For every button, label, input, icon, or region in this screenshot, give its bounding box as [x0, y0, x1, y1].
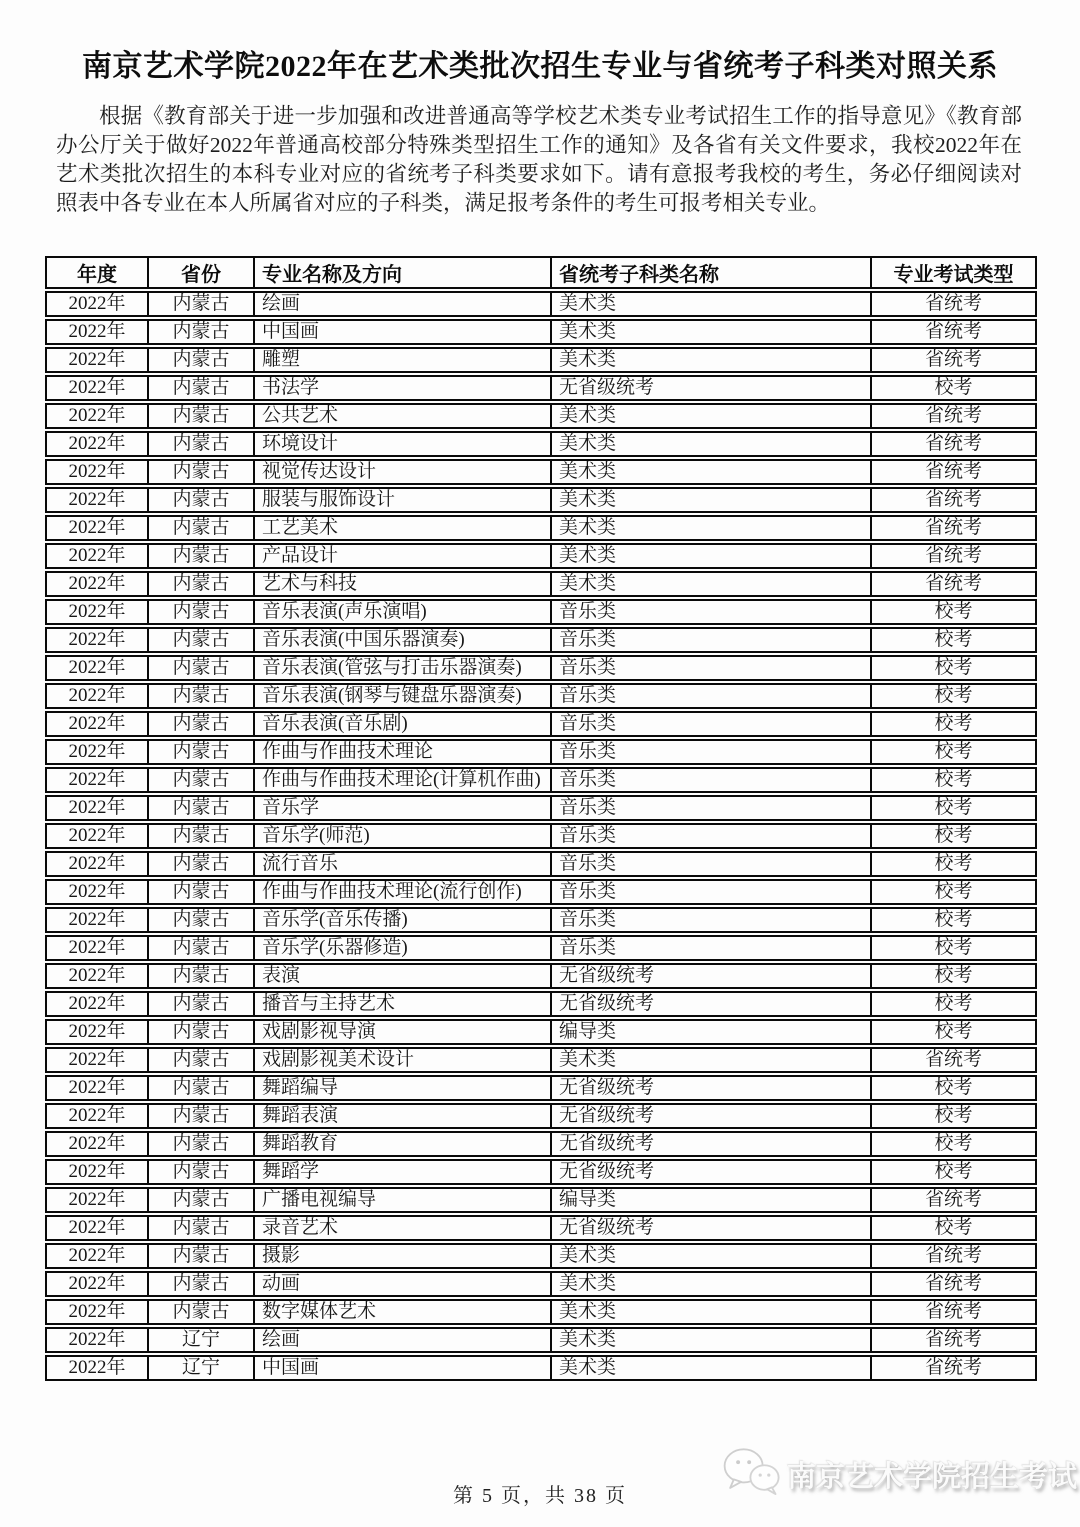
cell-subcategory: 无省级统考 — [550, 963, 870, 989]
table-row — [45, 1131, 1037, 1157]
cell-exam-type: 省统考 — [870, 1355, 1037, 1381]
cell-major: 播音与主持艺术 — [253, 991, 550, 1017]
header-province: 省份 — [147, 256, 253, 289]
cell-exam-type: 校考 — [870, 991, 1037, 1017]
cell-exam-type: 省统考 — [870, 543, 1037, 569]
cell-year: 2022年 — [45, 851, 147, 877]
cell-subcategory: 音乐类 — [550, 711, 870, 737]
cell-province: 内蒙古 — [147, 795, 253, 821]
cell-subcategory: 美术类 — [550, 431, 870, 457]
cell-province: 内蒙古 — [147, 487, 253, 513]
cell-province: 内蒙古 — [147, 543, 253, 569]
cell-subcategory: 美术类 — [550, 291, 870, 317]
cell-exam-type: 省统考 — [870, 291, 1037, 317]
cell-province: 内蒙古 — [147, 1103, 253, 1129]
cell-exam-type: 校考 — [870, 1019, 1037, 1045]
cell-major: 舞蹈学 — [253, 1159, 550, 1185]
cell-subcategory: 美术类 — [550, 403, 870, 429]
cell-subcategory: 无省级统考 — [550, 1075, 870, 1101]
cell-year: 2022年 — [45, 571, 147, 597]
cell-year: 2022年 — [45, 291, 147, 317]
table-row — [45, 1271, 1037, 1297]
cell-province: 内蒙古 — [147, 347, 253, 373]
cell-major: 艺术与科技 — [253, 571, 550, 597]
cell-year: 2022年 — [45, 1131, 147, 1157]
table-row — [45, 991, 1037, 1017]
cell-major: 音乐学(音乐传播) — [253, 907, 550, 933]
cell-major: 公共艺术 — [253, 403, 550, 429]
cell-exam-type: 校考 — [870, 599, 1037, 625]
cell-major: 摄影 — [253, 1243, 550, 1269]
cell-year: 2022年 — [45, 795, 147, 821]
cell-major: 音乐学(师范) — [253, 823, 550, 849]
table-row — [45, 291, 1037, 317]
cell-year: 2022年 — [45, 431, 147, 457]
table-row — [45, 767, 1037, 793]
cell-exam-type: 校考 — [870, 963, 1037, 989]
majors-subcategory-table — [45, 254, 1037, 1383]
cell-year: 2022年 — [45, 767, 147, 793]
table-body — [45, 291, 1037, 1381]
cell-province: 内蒙古 — [147, 291, 253, 317]
cell-province: 内蒙古 — [147, 683, 253, 709]
cell-province: 内蒙古 — [147, 515, 253, 541]
cell-year: 2022年 — [45, 711, 147, 737]
cell-subcategory: 无省级统考 — [550, 375, 870, 401]
cell-year: 2022年 — [45, 1243, 147, 1269]
cell-major: 绘画 — [253, 1327, 550, 1353]
cell-province: 内蒙古 — [147, 711, 253, 737]
cell-province: 内蒙古 — [147, 655, 253, 681]
cell-exam-type: 省统考 — [870, 1271, 1037, 1297]
cell-province: 内蒙古 — [147, 1131, 253, 1157]
cell-subcategory: 无省级统考 — [550, 991, 870, 1017]
cell-province: 内蒙古 — [147, 1271, 253, 1297]
cell-major: 舞蹈教育 — [253, 1131, 550, 1157]
cell-year: 2022年 — [45, 347, 147, 373]
cell-major: 表演 — [253, 963, 550, 989]
table-row — [45, 823, 1037, 849]
cell-subcategory: 美术类 — [550, 1271, 870, 1297]
cell-province: 内蒙古 — [147, 375, 253, 401]
table-row — [45, 851, 1037, 877]
table-row — [45, 1103, 1037, 1129]
cell-subcategory: 音乐类 — [550, 767, 870, 793]
cell-province: 辽宁 — [147, 1355, 253, 1381]
cell-year: 2022年 — [45, 487, 147, 513]
cell-exam-type: 校考 — [870, 1075, 1037, 1101]
cell-exam-type: 校考 — [870, 1215, 1037, 1241]
cell-subcategory: 美术类 — [550, 487, 870, 513]
cell-year: 2022年 — [45, 543, 147, 569]
cell-exam-type: 省统考 — [870, 1327, 1037, 1353]
table-row — [45, 1047, 1037, 1073]
cell-subcategory: 音乐类 — [550, 655, 870, 681]
cell-major: 音乐表演(音乐剧) — [253, 711, 550, 737]
cell-exam-type: 省统考 — [870, 431, 1037, 457]
cell-province: 内蒙古 — [147, 1187, 253, 1213]
cell-major: 工艺美术 — [253, 515, 550, 541]
cell-major: 音乐表演(声乐演唱) — [253, 599, 550, 625]
cell-exam-type: 省统考 — [870, 403, 1037, 429]
cell-year: 2022年 — [45, 599, 147, 625]
cell-exam-type: 校考 — [870, 767, 1037, 793]
table-row — [45, 487, 1037, 513]
table-row — [45, 347, 1037, 373]
cell-subcategory: 美术类 — [550, 347, 870, 373]
cell-major: 作曲与作曲技术理论 — [253, 739, 550, 765]
cell-province: 内蒙古 — [147, 1047, 253, 1073]
cell-province: 内蒙古 — [147, 935, 253, 961]
cell-exam-type: 校考 — [870, 683, 1037, 709]
cell-subcategory: 美术类 — [550, 1047, 870, 1073]
table-row — [45, 1327, 1037, 1353]
cell-year: 2022年 — [45, 1187, 147, 1213]
table-row — [45, 711, 1037, 737]
cell-exam-type: 校考 — [870, 879, 1037, 905]
cell-major: 音乐表演(管弦与打击乐器演奏) — [253, 655, 550, 681]
cell-exam-type: 校考 — [870, 907, 1037, 933]
table-row — [45, 1243, 1037, 1269]
cell-major: 服装与服饰设计 — [253, 487, 550, 513]
cell-major: 戏剧影视导演 — [253, 1019, 550, 1045]
table-header — [45, 256, 1037, 289]
cell-subcategory: 音乐类 — [550, 879, 870, 905]
table-row — [45, 319, 1037, 345]
table-row — [45, 1019, 1037, 1045]
cell-major: 音乐表演(中国乐器演奏) — [253, 627, 550, 653]
cell-major: 音乐表演(钢琴与键盘乐器演奏) — [253, 683, 550, 709]
cell-exam-type: 省统考 — [870, 347, 1037, 373]
cell-exam-type: 校考 — [870, 739, 1037, 765]
cell-province: 内蒙古 — [147, 1159, 253, 1185]
cell-year: 2022年 — [45, 515, 147, 541]
cell-year: 2022年 — [45, 655, 147, 681]
cell-subcategory: 无省级统考 — [550, 1103, 870, 1129]
cell-major: 中国画 — [253, 319, 550, 345]
header-major: 专业名称及方向 — [253, 256, 550, 289]
page-title: 南京艺术学院2022年在艺术类批次招生专业与省统考子科类对照关系 — [82, 50, 998, 83]
watermark — [720, 1445, 1077, 1504]
cell-province: 内蒙古 — [147, 403, 253, 429]
wechat-icon — [720, 1445, 782, 1504]
cell-year: 2022年 — [45, 459, 147, 485]
cell-subcategory: 无省级统考 — [550, 1159, 870, 1185]
cell-province: 内蒙古 — [147, 963, 253, 989]
cell-subcategory: 美术类 — [550, 1299, 870, 1325]
cell-year: 2022年 — [45, 1103, 147, 1129]
cell-major: 产品设计 — [253, 543, 550, 569]
table-header-row — [45, 256, 1037, 289]
cell-exam-type: 校考 — [870, 935, 1037, 961]
table-row — [45, 655, 1037, 681]
cell-subcategory: 编导类 — [550, 1019, 870, 1045]
cell-year: 2022年 — [45, 403, 147, 429]
cell-exam-type: 省统考 — [870, 487, 1037, 513]
cell-exam-type: 校考 — [870, 375, 1037, 401]
watermark-text: 南京艺术学院招生考试 — [787, 1461, 1078, 1493]
cell-major: 动画 — [253, 1271, 550, 1297]
cell-subcategory: 音乐类 — [550, 599, 870, 625]
table-row — [45, 879, 1037, 905]
page-number: 第 5 页，共 38 页 — [453, 1485, 627, 1507]
cell-subcategory: 美术类 — [550, 571, 870, 597]
cell-subcategory: 音乐类 — [550, 795, 870, 821]
cell-subcategory: 编导类 — [550, 1187, 870, 1213]
cell-year: 2022年 — [45, 823, 147, 849]
header-exam-type: 专业考试类型 — [870, 256, 1037, 289]
cell-major: 舞蹈编导 — [253, 1075, 550, 1101]
cell-subcategory: 无省级统考 — [550, 1215, 870, 1241]
cell-exam-type: 校考 — [870, 1103, 1037, 1129]
table-row — [45, 515, 1037, 541]
table-row — [45, 1075, 1037, 1101]
cell-province: 内蒙古 — [147, 1019, 253, 1045]
cell-province: 内蒙古 — [147, 823, 253, 849]
cell-subcategory: 音乐类 — [550, 683, 870, 709]
cell-year: 2022年 — [45, 1327, 147, 1353]
cell-exam-type: 省统考 — [870, 319, 1037, 345]
table-row — [45, 543, 1037, 569]
cell-province: 内蒙古 — [147, 879, 253, 905]
cell-province: 内蒙古 — [147, 767, 253, 793]
table-row — [45, 571, 1037, 597]
cell-exam-type: 省统考 — [870, 1299, 1037, 1325]
cell-major: 作曲与作曲技术理论(流行创作) — [253, 879, 550, 905]
cell-province: 内蒙古 — [147, 319, 253, 345]
table-row — [45, 459, 1037, 485]
cell-major: 舞蹈表演 — [253, 1103, 550, 1129]
cell-province: 内蒙古 — [147, 599, 253, 625]
table-row — [45, 1159, 1037, 1185]
cell-major: 中国画 — [253, 1355, 550, 1381]
cell-subcategory: 美术类 — [550, 1355, 870, 1381]
cell-province: 内蒙古 — [147, 991, 253, 1017]
table-row — [45, 963, 1037, 989]
cell-exam-type: 校考 — [870, 1131, 1037, 1157]
cell-exam-type: 校考 — [870, 655, 1037, 681]
table-row — [45, 599, 1037, 625]
intro-paragraph: 根据《教育部关于进一步加强和改进普通高等学校艺术类专业考试招生工作的指导意见》《教育部办公厅关于做好2022年普通高校部分特殊类型招生工作的通知》及各省有关文件要求，我校2022年在艺术类批次招生的本科专业对应的省统考子科类要求如下。请有意报考我校的考生，务必仔细阅读对照表中各专业在本人所属省对应的子科类，满足报考条件的考生可报考相关专业。 — [56, 104, 1022, 215]
cell-province: 内蒙古 — [147, 1215, 253, 1241]
table-row — [45, 1355, 1037, 1381]
cell-subcategory: 美术类 — [550, 543, 870, 569]
header-subcategory: 省统考子科类名称 — [550, 256, 870, 289]
cell-province: 内蒙古 — [147, 431, 253, 457]
cell-year: 2022年 — [45, 991, 147, 1017]
cell-major: 作曲与作曲技术理论(计算机作曲) — [253, 767, 550, 793]
table-row — [45, 627, 1037, 653]
cell-exam-type: 省统考 — [870, 515, 1037, 541]
cell-year: 2022年 — [45, 627, 147, 653]
cell-province: 内蒙古 — [147, 627, 253, 653]
table-row — [45, 1215, 1037, 1241]
table-row — [45, 683, 1037, 709]
cell-year: 2022年 — [45, 1299, 147, 1325]
cell-year: 2022年 — [45, 683, 147, 709]
cell-exam-type: 校考 — [870, 711, 1037, 737]
cell-exam-type: 省统考 — [870, 571, 1037, 597]
cell-exam-type: 省统考 — [870, 1187, 1037, 1213]
cell-major: 环境设计 — [253, 431, 550, 457]
cell-year: 2022年 — [45, 963, 147, 989]
table-row — [45, 907, 1037, 933]
cell-year: 2022年 — [45, 1355, 147, 1381]
cell-year: 2022年 — [45, 1271, 147, 1297]
table-row — [45, 403, 1037, 429]
cell-year: 2022年 — [45, 1075, 147, 1101]
cell-major: 戏剧影视美术设计 — [253, 1047, 550, 1073]
cell-subcategory: 音乐类 — [550, 739, 870, 765]
table-row — [45, 739, 1037, 765]
cell-exam-type: 省统考 — [870, 1047, 1037, 1073]
cell-major: 广播电视编导 — [253, 1187, 550, 1213]
cell-province: 内蒙古 — [147, 1075, 253, 1101]
cell-province: 辽宁 — [147, 1327, 253, 1353]
cell-exam-type: 校考 — [870, 851, 1037, 877]
cell-major: 音乐学(乐器修造) — [253, 935, 550, 961]
cell-major: 绘画 — [253, 291, 550, 317]
table-row — [45, 1299, 1037, 1325]
cell-year: 2022年 — [45, 1215, 147, 1241]
cell-year: 2022年 — [45, 1159, 147, 1185]
cell-year: 2022年 — [45, 879, 147, 905]
cell-year: 2022年 — [45, 375, 147, 401]
cell-province: 内蒙古 — [147, 739, 253, 765]
cell-year: 2022年 — [45, 1019, 147, 1045]
cell-province: 内蒙古 — [147, 1299, 253, 1325]
cell-subcategory: 音乐类 — [550, 627, 870, 653]
cell-major: 流行音乐 — [253, 851, 550, 877]
cell-province: 内蒙古 — [147, 907, 253, 933]
cell-subcategory: 音乐类 — [550, 907, 870, 933]
cell-major: 雕塑 — [253, 347, 550, 373]
cell-subcategory: 美术类 — [550, 459, 870, 485]
table-row — [45, 1187, 1037, 1213]
cell-year: 2022年 — [45, 907, 147, 933]
cell-major: 录音艺术 — [253, 1215, 550, 1241]
cell-subcategory: 无省级统考 — [550, 1131, 870, 1157]
cell-subcategory: 美术类 — [550, 319, 870, 345]
cell-exam-type: 省统考 — [870, 459, 1037, 485]
cell-subcategory: 美术类 — [550, 515, 870, 541]
header-year: 年度 — [45, 256, 147, 289]
cell-exam-type: 校考 — [870, 823, 1037, 849]
cell-subcategory: 美术类 — [550, 1243, 870, 1269]
cell-subcategory: 音乐类 — [550, 823, 870, 849]
cell-province: 内蒙古 — [147, 1243, 253, 1269]
cell-exam-type: 省统考 — [870, 1243, 1037, 1269]
cell-year: 2022年 — [45, 739, 147, 765]
cell-exam-type: 校考 — [870, 1159, 1037, 1185]
cell-major: 音乐学 — [253, 795, 550, 821]
table-row — [45, 795, 1037, 821]
cell-major: 数字媒体艺术 — [253, 1299, 550, 1325]
cell-major: 视觉传达设计 — [253, 459, 550, 485]
cell-subcategory: 音乐类 — [550, 935, 870, 961]
cell-province: 内蒙古 — [147, 459, 253, 485]
cell-major: 书法学 — [253, 375, 550, 401]
cell-subcategory: 音乐类 — [550, 851, 870, 877]
cell-year: 2022年 — [45, 1047, 147, 1073]
table-row — [45, 431, 1037, 457]
table-row — [45, 935, 1037, 961]
cell-subcategory: 美术类 — [550, 1327, 870, 1353]
cell-province: 内蒙古 — [147, 851, 253, 877]
cell-province: 内蒙古 — [147, 571, 253, 597]
cell-exam-type: 校考 — [870, 627, 1037, 653]
cell-year: 2022年 — [45, 935, 147, 961]
cell-year: 2022年 — [45, 319, 147, 345]
cell-exam-type: 校考 — [870, 795, 1037, 821]
table-row — [45, 375, 1037, 401]
